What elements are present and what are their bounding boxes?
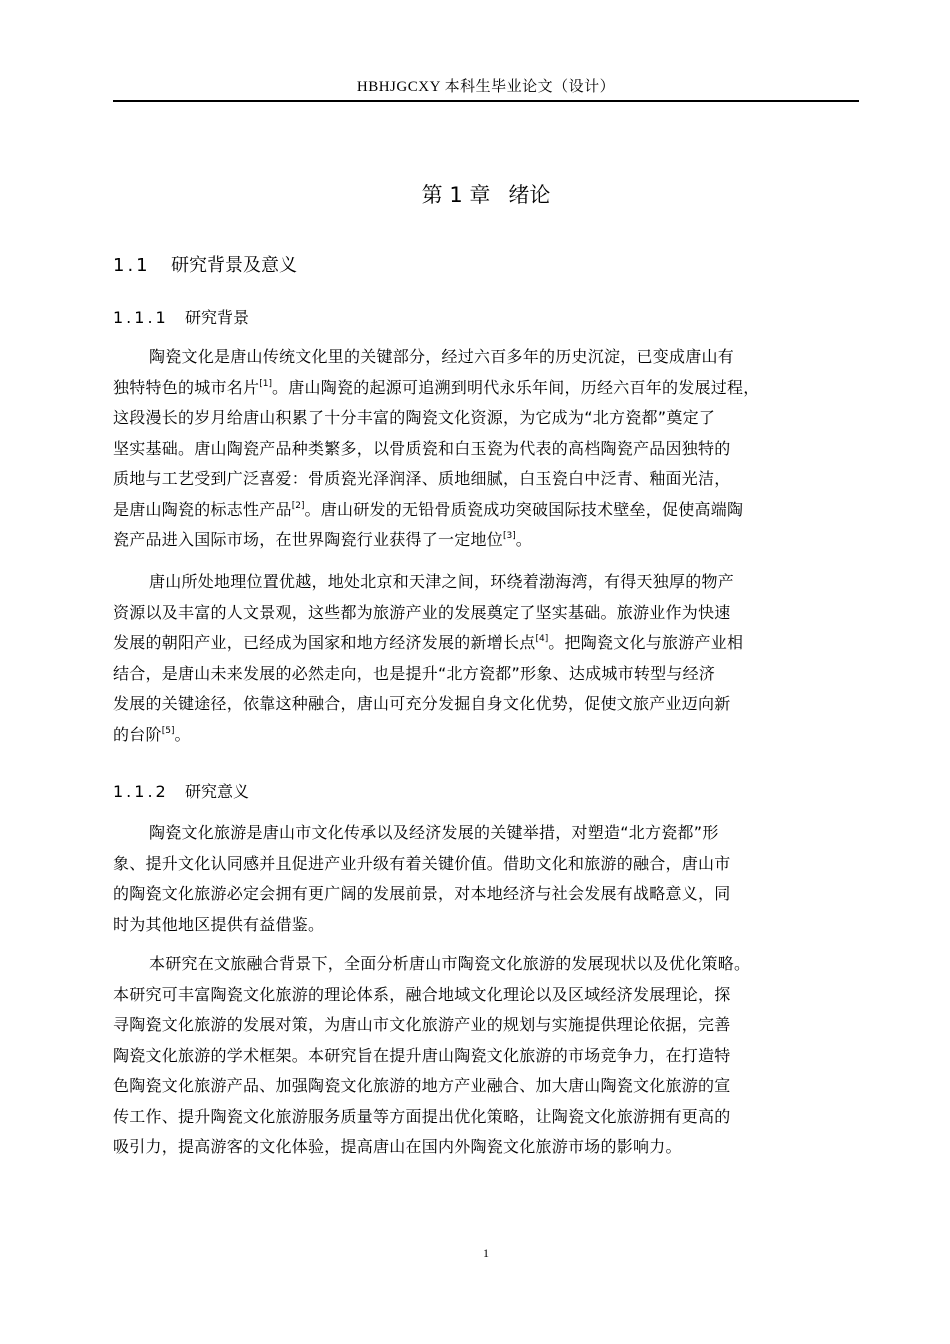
text-line: 寻陶瓷文化旅游的发展对策，为唐山市文化旅游产业的规划与实施提供理论依据，完善: [113, 1015, 731, 1034]
text-line: 发展的关键途径，依靠这种融合，唐山可充分发掘自身文化优势，促使文旅产业迈向新: [113, 694, 731, 713]
citation-ref: [3]: [503, 531, 516, 541]
text-line: 结合，是唐山未来发展的必然走向，也是提升“北方瓷都”形象、达成城市转型与经济: [113, 663, 716, 683]
header-rule: [113, 100, 859, 102]
subsection-number: 1.1.2: [113, 782, 169, 801]
text-line: 时为其他地区提供有益借鉴。: [113, 914, 325, 934]
text-line: 瓷产品进入国际市场，在世界陶瓷行业获得了一定地位[3]。: [113, 530, 533, 549]
paragraph-background-2: [113, 567, 859, 750]
text-line: 本研究在文旅融合背景下，全面分析唐山市陶瓷文化旅游的发展现状以及优化策略。: [149, 954, 751, 973]
text-line: 这段漫长的岁月给唐山积累了十分丰富的陶瓷文化资源，为它成为“北方瓷都”奠定了: [113, 408, 716, 427]
text-line: 色陶瓷文化旅游产品、加强陶瓷文化旅游的地方产业融合、加大唐山陶瓷文化旅游的宣: [113, 1076, 731, 1095]
chapter-title: [113, 180, 859, 210]
text-line: 陶瓷文化是唐山传统文化里的关键部分，经过六百多年的历史沉淀，已变成唐山有: [149, 347, 735, 366]
text-line: 陶瓷文化旅游是唐山市文化传承以及经济发展的关键举措，对塑造“北方瓷都”形: [149, 823, 719, 842]
text-line: 陶瓷文化旅游的学术框架。本研究旨在提升唐山陶瓷文化旅游的市场竞争力，在打造特: [113, 1045, 731, 1065]
section-number: 1.1: [113, 255, 151, 276]
page-number: 1: [483, 1246, 489, 1260]
text-line: 象、提升文化认同感并且促进产业升级有着关键价值。借助文化和旅游的融合，唐山市: [113, 853, 731, 873]
section-heading-1-1: [113, 253, 297, 279]
subsection-title: 研究背景: [185, 308, 250, 327]
text-line: 是唐山陶瓷的标志性产品[2]。唐山研发的无铅骨质瓷成功突破国际技术壁垒，促使高端陶: [113, 499, 744, 519]
paragraph-significance-1: [113, 818, 859, 940]
paragraph-background-1: [113, 342, 859, 556]
text-line: 质地与工艺受到广泛喜爱：骨质瓷光泽润泽、质地细腻，白玉瓷白中泛青、釉面光洁，: [113, 469, 731, 488]
subsection-number: 1.1.1: [113, 308, 169, 327]
subsection-heading-1-1-1: [113, 306, 249, 330]
text-line: 唐山所处地理位置优越，地处北京和天津之间，环绕着渤海湾，有得天独厚的物产: [149, 572, 735, 591]
citation-ref: [2]: [291, 500, 305, 511]
text-line: 吸引力，提高游客的文化体验，提高唐山在国内外陶瓷文化旅游市场的影响力。: [113, 1137, 682, 1156]
text-line: 独特特色的城市名片[1]。唐山陶瓷的起源可追溯到明代永乐年间，历经六百年的发展过程，: [113, 377, 760, 397]
text-line: 资源以及丰富的人文景观，这些都为旅游产业的发展奠定了坚实基础。旅游业作为快速: [113, 602, 731, 622]
citation-ref: [5]: [161, 725, 175, 736]
paragraph-significance-2: [113, 949, 859, 1163]
subsection-heading-1-1-2: [113, 780, 249, 804]
section-title: 研究背景及意义: [171, 255, 297, 276]
chapter-number: 第 1 章: [421, 183, 491, 207]
chapter-name: 绪论: [508, 183, 551, 207]
citation-ref: [1]: [259, 378, 273, 389]
subsection-title: 研究意义: [185, 782, 250, 801]
text-line: 发展的朝阳产业，已经成为国家和地方经济发展的新增长点[4]。把陶瓷文化与旅游产业相: [113, 633, 744, 652]
text-line: 本研究可丰富陶瓷文化旅游的理论体系，融合地域文化理论以及区域经济发展理论，探: [113, 984, 731, 1004]
page-header: HBHJGCXY 本科生毕业论文（设计）: [356, 79, 616, 95]
text-line: 的陶瓷文化旅游必定会拥有更广阔的发展前景，对本地经济与社会发展有战略意义，同: [113, 884, 731, 903]
text-line: 坚实基础。唐山陶瓷产品种类繁多，以骨质瓷和白玉瓷为代表的高档陶瓷产品因独特的: [113, 438, 731, 458]
citation-ref: [4]: [535, 634, 549, 644]
text-line: 传工作、提升陶瓷文化旅游服务质量等方面提出优化策略，让陶瓷文化旅游拥有更高的: [113, 1106, 731, 1126]
text-line: 的台阶[5]。: [113, 724, 191, 744]
